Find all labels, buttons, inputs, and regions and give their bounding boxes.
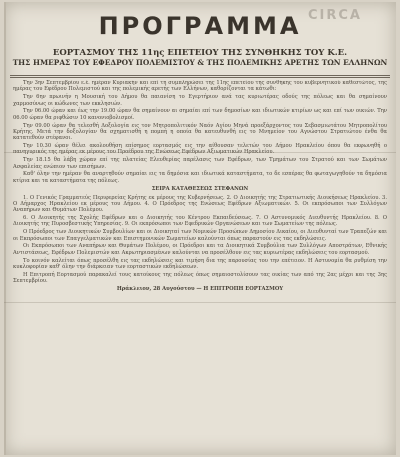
document-sheet bbox=[4, 2, 396, 455]
heading-line-2: ΤΗΣ ΗΜΕΡΑΣ ΤΟΥ ΕΦΕΔΡΟΥ ΠΟΛΕΜΙΣΤΟΥ & ΤΗΣ ΠΟΛΕΜΙΚΗΣ ΑΡΕΤΗΣ ΤΩΝ ΕΛΛΗΝΩΝ bbox=[12, 58, 388, 67]
document-footer: Ηράκλειον, 28 Αυγούστου — Η ΕΠΙΤΡΟΠΗ ΕΟΡΤΑΣΜΟΥ bbox=[116, 286, 284, 293]
watermark-stamp: CIRCA bbox=[308, 8, 362, 23]
document-title: ΠΡΟΓΡΑΜΜΑ bbox=[98, 12, 302, 40]
paragraph: Την 10.30 ώραν θέλει ακολουθήση επίσημος εορτασμός εις την αίθουσαν τελετών του Δήμου Ηρακλείου όπου θα εκφωνηθή ο πανηγυρικός της ημέρας εκ μέρους του Προέδρου της Ενώσεως Εφέδρων Αξιωματικών Ηρακλείου. bbox=[13, 143, 387, 156]
document-heading bbox=[12, 48, 388, 68]
paragraph: Οι Εκπρόσωποι των Αναπήρων και Θυμάτων Πολέμου, οι Πρόεδροι και τα Διοικητικά Συμβούλια των Συλλόγων Αποστράτων, Εθνικής Αντιστάσεως, Εφέδρων Πολεμιστών και Ακρωτηριασμένων καλούνται να προσέλθουν εις τας κυριωτέρας εκδηλώσεις του εορτασμού. bbox=[13, 243, 387, 256]
paragraph: 1. Ο Γενικός Γραμματεύς Περιφερείας Κρήτης εκ μέρους της Κυβερνήσεως. 2. Ο Διοικητής της Στρατιωτικής Διοικήσεως Ηρακλείου. 3. Ο Δήμαρχος Ηρακλείου εκ μέρους του Δήμου. 4. Ο Πρόεδρος της Ενώσεως Εφέδρων Αξιωματικών. 5. Οι εκπρόσωποι των Συλλόγων Αναπήρων και Θυμάτων Πολέμου. bbox=[13, 194, 387, 214]
heading-rule bbox=[10, 75, 390, 76]
paragraph: Την 18.15 θα λάβη χώραν επί της πλατείας Ελευθερίας παρέλασις των Εφέδρων, των Τμημάτων του Στρατού και των Σωμάτων Ασφαλείας ενώπιον των επισήμων. bbox=[13, 157, 387, 170]
paragraph: Την 09.00 ώραν θα τελεσθή Δοξολογία εις τον Μητροπολιτικόν Ναόν Αγίου Μηνά προεξάρχοντος του Σεβασμιωτάτου Μητροπολίτου Κρήτης. Μετά την δοξολογίαν θα σχηματισθή η πομπή η οποία θα κατευθυνθή εις το Μνημείον του Αγνώστου Στρατιώτου ένθα θα κατατεθούν στέφανοι. bbox=[13, 122, 387, 142]
paragraph: Καθ' όλην την ημέραν θα αναρτηθούν σημαίαι εις τα δημόσια και ιδιωτικά καταστήματα, το δε εσπέρας θα φωταγωγηθούν τα δημόσια κτίρια και τα καταστήματα της πόλεως. bbox=[13, 171, 387, 184]
paragraph: Ο Πρόεδρος των Διοικητικών Συμβουλίων και οι Διοικηταί των Νομικών Προσώπων Δημοσίου Δικαίου, οι Διευθυνταί των Τραπεζών και οι Εκπρόσωποι των Επαγγελματικών και Επιστημονικών Σωματείων καλούνται όπως παραστούν εις τας εκδηλώσεις. bbox=[13, 229, 387, 242]
sheet-edge bbox=[4, 2, 6, 455]
paragraph: Την 06.00 ώραν και έως την 19.00 ώραν θα σημαίνουν αι σημαίαι επί των δημοσίων και ιδιωτικών κτιρίων ως και επί των οικιών. Την 06.00 ώραν θα ριφθώσιν 10 κανονιοβολισμοί. bbox=[13, 108, 387, 121]
paper-fold bbox=[4, 152, 396, 153]
paragraph: Την 3ην Σεπτεμβρίου ε.έ. ημέραν Κυριακήν και επί τη συμπληρώσει της 11ης επετείου της συνθήκης του κυβερνητικού καθεστώτος, της ημέρας του Εφέδρου Πολεμιστού και της πολεμικής αρετής των Ελλήνων, καθορίζονται τα κάτωθι: bbox=[13, 80, 387, 93]
paper-fold bbox=[4, 302, 396, 303]
paragraph: Την 6ην πρωινήν η Μουσική του Δήμου θα παιανίση το Εγερτήριον ανά τας κυριωτέρας οδούς της πόλεως και θα σημαίνουν χαρμοσύνως οι κώδωνες των εκκλησιών. bbox=[13, 94, 387, 107]
heading-line-1: ΕΟΡΤΑΣΜΟΥ ΤΗΣ 11ης ΕΠΕΤΕΙΟΥ ΤΗΣ ΣΥΝΘΗΚΗΣ ΤΟΥ Κ.Ε. bbox=[52, 48, 348, 58]
document-body bbox=[13, 80, 387, 451]
heading-rule-2 bbox=[10, 77, 390, 78]
paragraph: 6. Ο Διοικητής της Σχολής Εφέδρων και ο Διοικητής του Κέντρου Εκπαιδεύσεως. 7. Ο Αστυνομικός Διευθυντής Ηρακλείου. 8. Ο Διοικητής της Πυροσβεστικής Υπηρεσίας. 9. Οι εκπρόσωποι των Εφεδρικών Οργανώσεων και των Σωματείων της πόλεως. bbox=[13, 215, 387, 228]
paragraph: Η Επιτροπή Εορτασμού παρακαλεί τους κατοίκους της πόλεως όπως σημαιοστολίσουν τας οικίας των από της 2ας μέχρι και της 3ης Σεπτεμβρίου. bbox=[13, 271, 387, 285]
section-heading: ΣΕΙΡΑ ΚΑΤΑΘΕΣΕΩΣ ΣΤΕΦΑΝΩΝ bbox=[151, 186, 249, 193]
paragraph: Το κοινόν καλείται όπως προσέλθη εις τας εκδηλώσεις και τιμήση δια της παρουσίας του την επέτειον. Η Αστυνομία θα ρυθμίση την κυκλοφορίαν καθ' όλην την διάρκειαν των εορταστικών εκδηλώσεων. bbox=[13, 257, 387, 270]
